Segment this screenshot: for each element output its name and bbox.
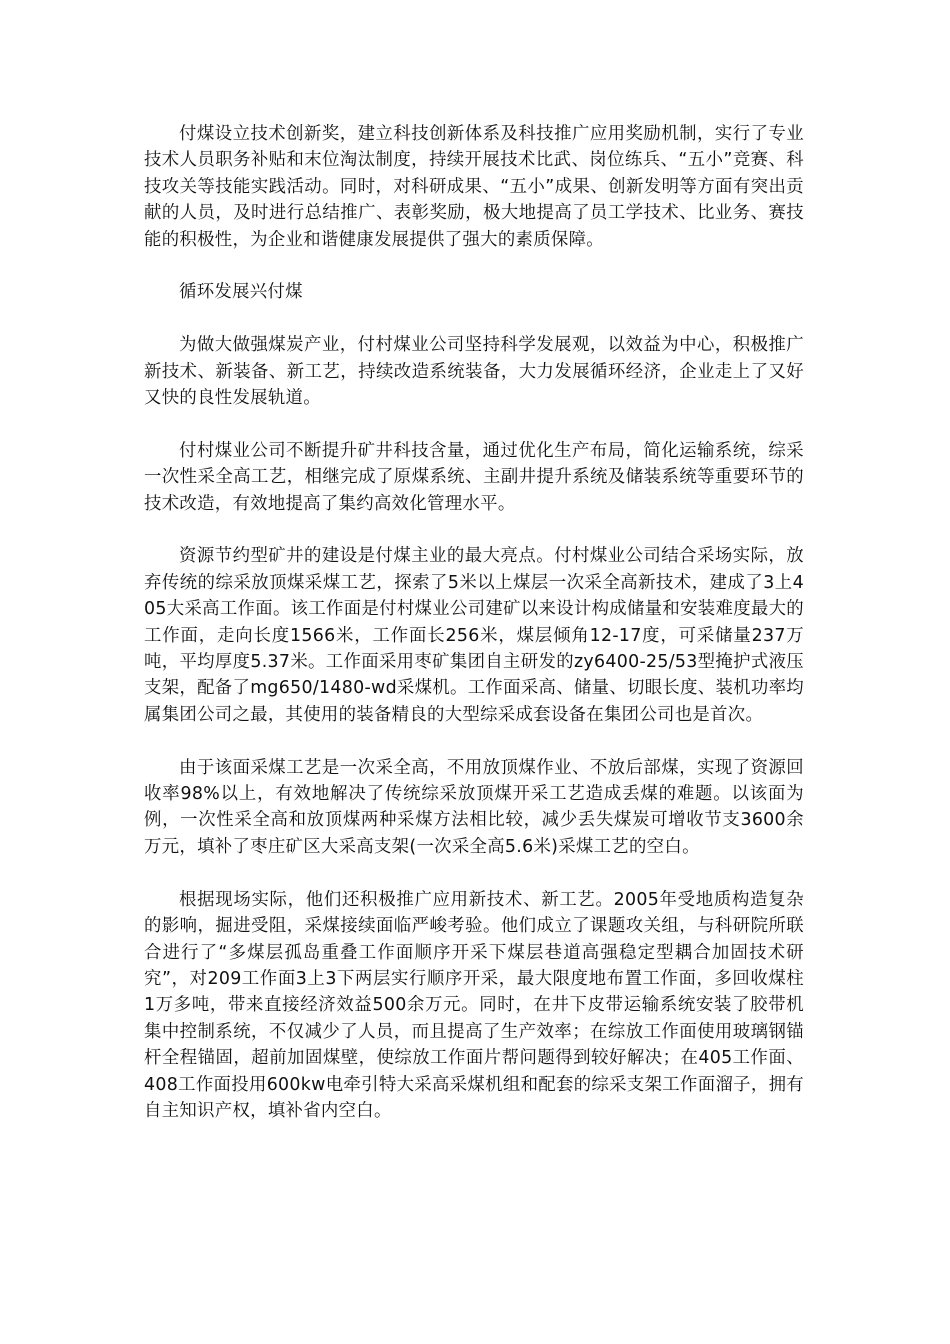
paragraph-recovery-rate: 由于该面采煤工艺是一次采全高，不用放顶煤作业、不放后部煤，实现了资源回收率98%以上，有效地解决了传统综采放顶煤开采工艺造成丢煤的难题。以该面为例，一次性采全高和放顶煤两种采煤方法相比较，减少丢失煤炭可增收节支3600余万元，填补了枣庄矿区大采高支架(一次采全高5.6米)采煤工艺的空白。: [144, 757, 804, 857]
paragraph-innovation-awards: 付煤设立技术创新奖，建立科技创新体系及科技推广应用奖励机制，实行了专业技术人员职务补贴和末位淘汰制度，持续开展技术比武、岗位练兵、“五小”竞赛、科技攻关等技能实践活动。同时，对科研成果、“五小”成果、创新发明等方面有突出贡献的人员，及时进行总结推广、表彰奖励，极大地提高了员工学技术、比业务、赛技能的积极性，为企业和谐健康发展提供了强大的素质保障。: [144, 124, 804, 250]
section-heading: 循环发展兴付煤: [179, 282, 303, 303]
paragraph-resource-saving-mine: 资源节约型矿井的建设是付煤主业的最大亮点。付村煤业公司结合采场实际，放弃传统的综采放顶煤采煤工艺，探索了5米以上煤层一次采全高新技术，建成了3上405大采高工作面。该工作面是付村煤业公司建矿以来设计构成储量和安装难度最大的工作面，走向长度1566米，工作面长256米，煤层倾角12-17度，可采储量237万吨，平均厚度5.37米。工作面采用枣矿集团自主研发的zy6400-25/53型掩护式液压支架，配备了mg650/1480-wd采煤机。工作面采高、储量、切眼长度、装机功率均属集团公司之最，其使用的装备精良的大型综采成套设备在集团公司也是首次。: [144, 546, 804, 725]
paragraph-new-technologies: 根据现场实际，他们还积极推广应用新技术、新工艺。2005年受地质构造复杂的影响，掘进受阻，采煤接续面临严峻考验。他们成立了课题攻关组，与科研院所联合进行了“多煤层孤岛重叠工作面顺序开采下煤层巷道高强稳定型耦合加固技术研究”，对209工作面3上3下两层实行顺序开采，最大限度地布置工作面，多回收煤柱1万多吨，带来直接经济效益500余万元。同时，在井下皮带运输系统安装了胶带机集中控制系统，不仅减少了人员，而且提高了生产效率；在综放工作面使用玻璃钢锚杆全程锚固，超前加固煤壁，使综放工作面片帮问题得到较好解决；在405工作面、408工作面投用600kw电牵引特大采高采煤机组和配套的综采支架工作面溜子，拥有自主知识产权，填补省内空白。: [144, 889, 804, 1121]
paragraph-circular-economy: 为做大做强煤炭产业，付村煤业公司坚持科学发展观，以效益为中心，积极推广新技术、新装备、新工艺，持续改造系统装备，大力发展循环经济，企业走上了又好又快的良性发展轨道。: [144, 335, 804, 409]
paragraph-technology-upgrade: 付村煤业公司不断提升矿井科技含量，通过优化生产布局，简化运输系统，综采一次性采全高工艺，相继完成了原煤系统、主副井提升系统及储装系统等重要环节的技术改造，有效地提高了集约高效化管理水平。: [144, 440, 804, 514]
document-body: [144, 121, 804, 1151]
